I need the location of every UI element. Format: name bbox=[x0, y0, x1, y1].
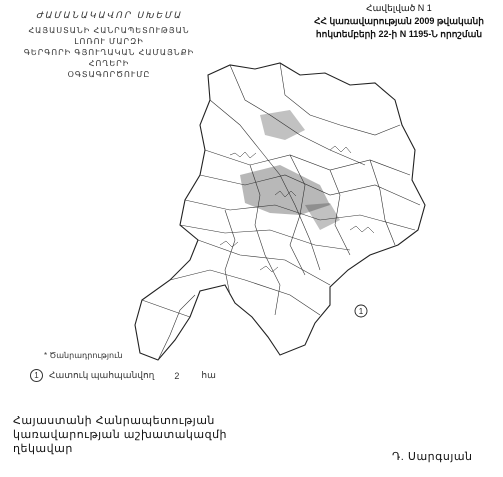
map-title-line-2: ՀԱՅԱՍՏԱՆԻ ՀԱՆՐԱՊԵՏՈՒԹՅԱՆ ԼՈՌՈՒ ՄԱՐԶԻ bbox=[28, 26, 190, 46]
signatory-name: Դ. Սարգսյան bbox=[392, 451, 473, 463]
map-marker-label: 1 bbox=[358, 307, 364, 316]
legend-forest bbox=[44, 351, 123, 360]
map-title-line-1: ԺԱՄԱՆԱԿԱՎՈՐ ՍԽԵՄԱ bbox=[35, 10, 183, 20]
signature-line-3: ղեկավար bbox=[13, 443, 73, 455]
annex-number: Հավելված N 1 bbox=[366, 3, 432, 13]
legend-plot-label: Հատուկ պահպանվող bbox=[49, 370, 155, 380]
annex-reference-line-2: հոկտեմբերի 22-ի N 1195-Ն որոշման bbox=[315, 29, 483, 39]
signature-line-2: կառավարության աշխատակազմի bbox=[13, 429, 228, 441]
legend-circle-icon: 1 bbox=[30, 369, 43, 382]
signature-position bbox=[13, 414, 227, 456]
land-use-map bbox=[30, 55, 430, 375]
annex-reference-line-1: ՀՀ կառավարության 2009 թվականի bbox=[314, 16, 484, 26]
legend-forest-label: Ծանրադրություն bbox=[49, 351, 123, 360]
legend-asterisk-icon: * bbox=[44, 351, 48, 360]
map-title-line-4: ՕԳՏԱԳՈՐԾՈՒՄԸ bbox=[67, 70, 151, 79]
legend-plot bbox=[30, 369, 216, 382]
map-title-line-3: ԳԵՐԳՈՐԻ ԳՅՈՒՂԱԿԱՆ ՀԱՄԱՅՆՔԻ ՀՈՂԵՐԻ bbox=[23, 48, 195, 68]
signature-line-1: Հայաստանի Հանրապետության bbox=[13, 415, 215, 427]
legend-plot-count: 2 bbox=[174, 370, 180, 381]
annex-header bbox=[300, 2, 498, 41]
legend-plot-unit: հա bbox=[201, 370, 216, 380]
